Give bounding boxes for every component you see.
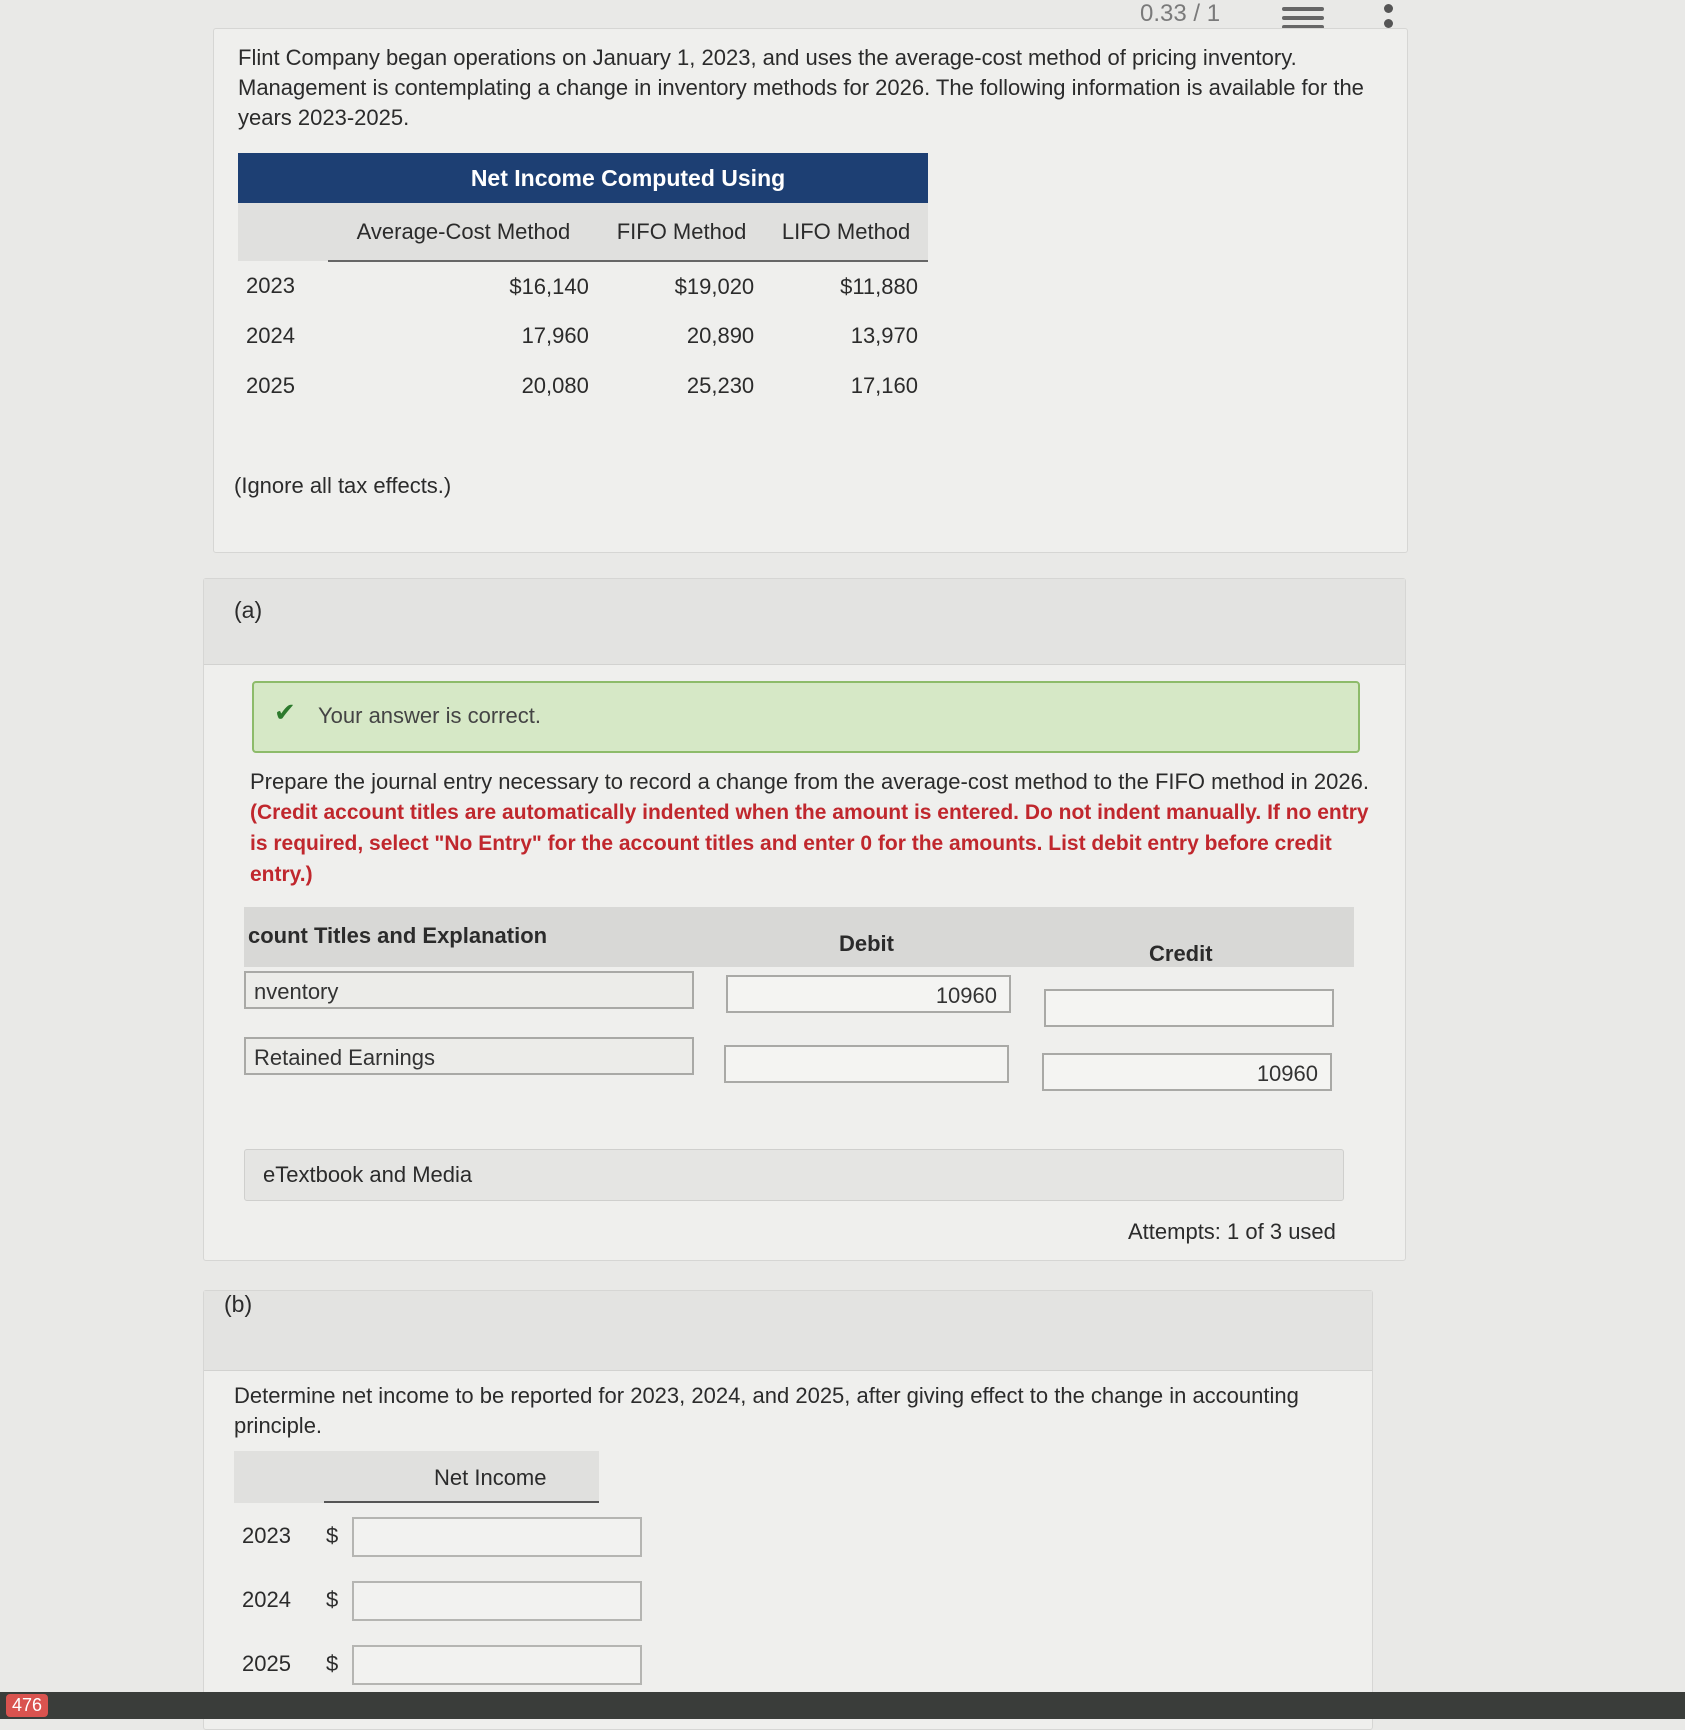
account-title-input[interactable]: Retained Earnings xyxy=(244,1037,694,1075)
part-a-instruction: Prepare the journal entry necessary to record a change from the average-cost method to the FIFO method in 2026. (Credit account titles are automatically indented when the amount is entered. Do not indent manually. If no entry is required, select "No Entry" for the account titles and enter 0 for the amounts. List debit entry before credit entry.) xyxy=(250,769,1369,886)
instruction-note: (Credit account titles are automatically indented when the amount is entered. Do not indent manually. If no entry is required, select "No Entry" for the account titles and enter 0 for the amounts. List debit entry before credit entry.) xyxy=(250,801,1369,886)
net-income-row: 2024 $ xyxy=(234,1579,654,1621)
score-display: 0.33 / 1 xyxy=(1140,0,1221,27)
checkmark-icon: ✔ xyxy=(274,697,296,727)
net-income-input[interactable] xyxy=(352,1645,642,1685)
correct-feedback xyxy=(252,681,1360,753)
account-column-header: count Titles and Explanation xyxy=(248,923,548,948)
debit-input[interactable] xyxy=(724,1045,1009,1083)
etextbook-media-link[interactable]: eTextbook and Media xyxy=(244,1149,1344,1201)
credit-column-header: Credit xyxy=(1149,941,1213,966)
credit-input[interactable]: 10960 xyxy=(1042,1053,1332,1091)
part-a-header xyxy=(204,579,1405,665)
table-banner: Net Income Computed Using xyxy=(328,153,928,203)
net-income-row: 2023 $ xyxy=(234,1515,654,1557)
problem-statement xyxy=(213,28,1408,553)
tax-note: (Ignore all tax effects.) xyxy=(234,473,452,498)
part-a-panel xyxy=(203,578,1406,1261)
taskbar xyxy=(0,1692,1685,1719)
net-income-header: Net Income xyxy=(234,1451,599,1503)
journal-header xyxy=(244,907,1354,967)
table-row: 2023 $16,140 $19,020 $11,880 xyxy=(246,273,918,299)
debit-column-header: Debit xyxy=(839,931,894,956)
feedback-message: Your answer is correct. xyxy=(318,703,541,728)
part-b-panel xyxy=(203,1290,1373,1730)
problem-intro: Flint Company began operations on January 1, 2023, and uses the average-cost method of pricing inventory. Management is contemplating a change in inventory methods for 2026. The following information is available for the years 2023-2025. xyxy=(238,45,1364,130)
table-row: 2024 17,960 20,890 13,970 xyxy=(246,323,918,348)
column-header: LIFO Method xyxy=(764,203,928,261)
part-b-header xyxy=(204,1291,1372,1371)
account-title-input[interactable]: nventory xyxy=(244,971,694,1009)
net-income-row: 2025 $ xyxy=(234,1643,654,1685)
attempts-counter: Attempts: 1 of 3 used xyxy=(1128,1219,1336,1244)
part-b-instruction: Determine net income to be reported for 2023, 2024, and 2025, after giving effect to the change in accounting principle. xyxy=(234,1383,1299,1438)
net-income-input[interactable] xyxy=(352,1517,642,1557)
column-header: FIFO Method xyxy=(599,203,764,261)
table-row: 2025 20,080 25,230 17,160 xyxy=(246,373,918,398)
debit-input[interactable]: 10960 xyxy=(726,975,1011,1013)
credit-input[interactable] xyxy=(1044,989,1334,1027)
notification-badge: 476 xyxy=(6,1694,48,1717)
net-income-input[interactable] xyxy=(352,1581,642,1621)
part-a-label: (a) xyxy=(234,597,263,623)
column-header: Average-Cost Method xyxy=(328,203,599,261)
net-income-table xyxy=(238,153,928,411)
part-b-label: (b) xyxy=(224,1291,253,1317)
